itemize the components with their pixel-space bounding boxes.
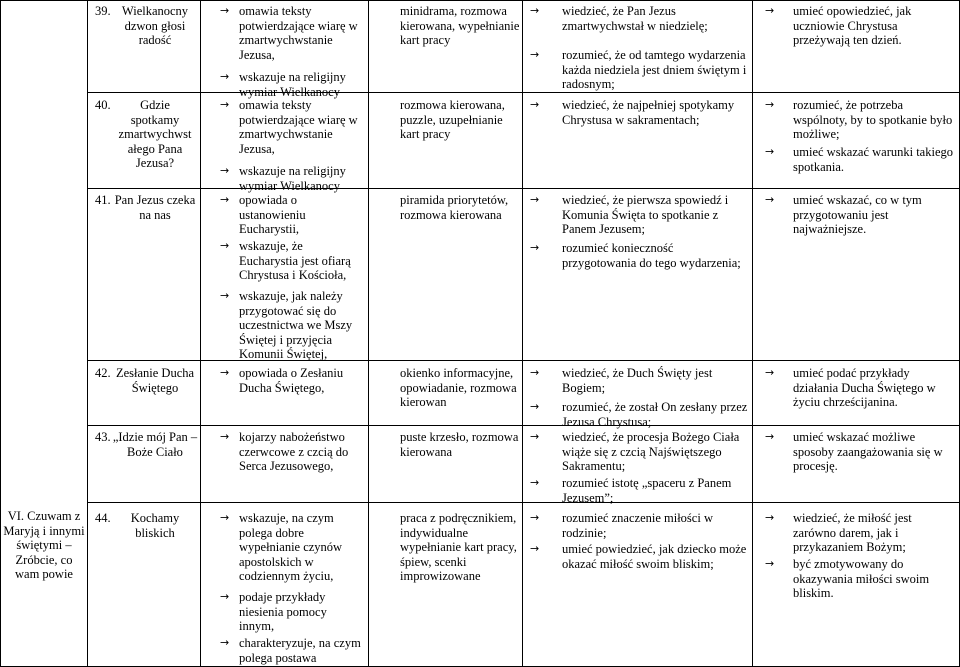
activity-item: wskazuje, na czym polega dobre wypełnianie czynów apostolskich w codziennym życiu, [239,511,343,584]
arrow-bullet-icon: → [220,70,230,83]
lesson-title-line: ałego Pana [127,141,183,156]
col-divider [0,0,1,667]
lesson-title-line: Gdzie [140,98,170,112]
arrow-bullet-icon: → [530,400,540,413]
skill-item: umieć wskazać, co w tym przygotowaniu jest najważniejsze. [793,193,922,237]
lesson-title: Kochamy bliskich [130,511,180,540]
arrow-bullet-icon: → [530,542,540,555]
activity-item: omawia teksty potwierdzające wiarę w zmartwychwstanie Jezusa, [239,98,358,156]
col-divider [368,0,369,667]
arrow-bullet-icon: → [530,4,540,17]
section-label: VI. Czuwam z Maryją i innymi świętymi – Zróbcie, co wam powie [3,509,85,582]
knowledge-item: wiedzieć, że Pan Jezus zmartwychwstał w niedzielę; [562,4,708,33]
activity-item: wskazuje na religijny wymiar Wielkanocy [239,70,346,99]
arrow-bullet-icon: → [765,430,775,443]
knowledge-item: wiedzieć, że Duch Święty jest Bogiem; [562,366,713,395]
knowledge-item: rozumieć znaczenie miłości w rodzinie; [562,511,713,540]
arrow-bullet-icon: → [530,430,540,443]
skill-item: być zmotywowany do okazywania miłości swoim bliskim. [793,557,930,601]
row-number: 43. [95,430,111,444]
skill-item: rozumieć, że potrzeba wspólnoty, by to spotkanie było możliwe; [793,98,953,142]
knowledge-item: rozumieć istotę „spaceru z Panem Jezusem”; [562,476,732,505]
knowledge-item: umieć powiedzieć, jak dziecko może okazać miłość swoim bliskim; [562,542,747,571]
arrow-bullet-icon: → [530,476,540,489]
methods-text: puste krzesło, rozmowa kierowana [400,430,519,459]
arrow-bullet-icon: → [530,511,540,524]
row-number: 41. [95,193,111,207]
activity-item: wskazuje na religijny wymiar Wielkanocy [239,164,346,193]
arrow-bullet-icon: → [530,366,540,379]
arrow-bullet-icon: → [530,48,540,61]
skill-item: umieć podać przykłady działania Ducha Świętego w życiu chrześcijanina. [793,366,936,410]
arrow-bullet-icon: → [530,241,540,254]
row-divider [87,425,960,426]
arrow-bullet-icon: → [765,98,775,111]
knowledge-item: rozumieć, że od tamtego wydarzenia każda niedziela jest dniem świętym i radosnym; [562,48,747,92]
arrow-bullet-icon: → [765,4,775,17]
activity-item: omawia teksty potwierdzające wiarę w zmartwychwstanie Jezusa, [239,4,358,62]
skill-item: umieć wskazać warunki takiego spotkania. [793,145,954,174]
arrow-bullet-icon: → [220,366,230,379]
col-divider [752,0,753,667]
methods-text: okienko informacyjne, opowiadanie, rozmowa kierowan [400,366,517,410]
arrow-bullet-icon: → [220,590,230,603]
activity-item: kojarzy nabożeństwo czerwcowe z czcią do Serca Jezusowego, [239,430,349,474]
lesson-title-line: Jezusa? [135,156,175,171]
arrow-bullet-icon: → [530,193,540,206]
col-divider [522,0,523,667]
row-divider [87,502,960,503]
lesson-title-line: zmartwychwst [118,127,192,142]
col-divider [200,0,201,667]
col-divider [87,0,88,667]
row-number: 40. [95,98,111,112]
knowledge-item: wiedzieć, że pierwsza spowiedź i Komunia Święta to spotkanie z Panem Jezusem; [562,193,729,237]
skill-item: wiedzieć, że miłość jest zarówno darem, jak i przykazaniem Bożym; [793,511,912,555]
lesson-title: „Idzie mój Pan – Boże Ciało [112,430,198,459]
arrow-bullet-icon: → [765,145,775,158]
activity-item: opowiada o ustanowieniu Eucharystii, [239,193,306,237]
arrow-bullet-icon: → [220,98,230,111]
arrow-bullet-icon: → [220,239,230,252]
row-divider [87,360,960,361]
skill-item: umieć opowiedzieć, jak uczniowie Chrystusa przeżywają ten dzień. [793,4,912,48]
arrow-bullet-icon: → [220,511,230,524]
activity-item: wskazuje, że Eucharystia jest ofiarą Chrystusa i Kościoła, [239,239,351,283]
table-border-top [0,0,960,1]
lesson-title-line: spotkamy [130,112,180,127]
row-number: 44. [95,511,111,525]
arrow-bullet-icon: → [220,430,230,443]
knowledge-item: rozumieć, że został On zesłany przez Jezusa Chrystusa; [562,400,748,429]
arrow-bullet-icon: → [765,557,775,570]
activity-item: wskazuje, jak należy przygotować się do uczestnictwa we Mszy Świętej i przyjęcia Komunii Świętej, [239,289,353,362]
row-divider [87,188,960,189]
arrow-bullet-icon: → [220,4,230,17]
knowledge-item: wiedzieć, że procesja Bożego Ciała wiąże się z czcią Najświętszego Sakramentu; [562,430,740,474]
row-divider [87,92,960,93]
row-number: 39. [95,4,111,18]
methods-text: minidrama, rozmowa kierowana, wypełnianie kart pracy [400,4,520,48]
methods-text: piramida priorytetów, rozmowa kierowana [400,193,509,222]
activity-item: podaje przykłady niesienia pomocy innym, [239,590,327,634]
activity-item: charakteryzuje, na czym polega postawa [239,636,361,665]
arrow-bullet-icon: → [530,98,540,111]
row-number: 42. [95,366,111,380]
arrow-bullet-icon: → [765,366,775,379]
lesson-title [112,98,198,171]
methods-text: rozmowa kierowana, puzzle, uzupełnianie kart pracy [400,98,505,142]
arrow-bullet-icon: → [220,193,230,206]
activity-item: opowiada o Zesłaniu Ducha Świętego, [239,366,344,395]
arrow-bullet-icon: → [765,193,775,206]
skill-item: umieć wskazać możliwe sposoby zaangażowania się w procesję. [793,430,943,474]
arrow-bullet-icon: → [220,636,230,649]
arrow-bullet-icon: → [220,164,230,177]
knowledge-item: wiedzieć, że najpełniej spotykamy Chrystusa w sakramentach; [562,98,735,127]
methods-text: praca z podręcznikiem, indywidualne wypełnianie kart pracy, śpiew, scenki improwizowane [400,511,517,584]
lesson-title: Wielkanocny dzwon głosi radość [121,4,189,48]
lesson-title: Pan Jezus czeka na nas [114,193,196,222]
knowledge-item: rozumieć konieczność przygotowania do tego wydarzenia; [562,241,741,270]
arrow-bullet-icon: → [220,289,230,302]
arrow-bullet-icon: → [765,511,775,524]
lesson-title: Zesłanie Ducha Świętego [115,366,195,395]
